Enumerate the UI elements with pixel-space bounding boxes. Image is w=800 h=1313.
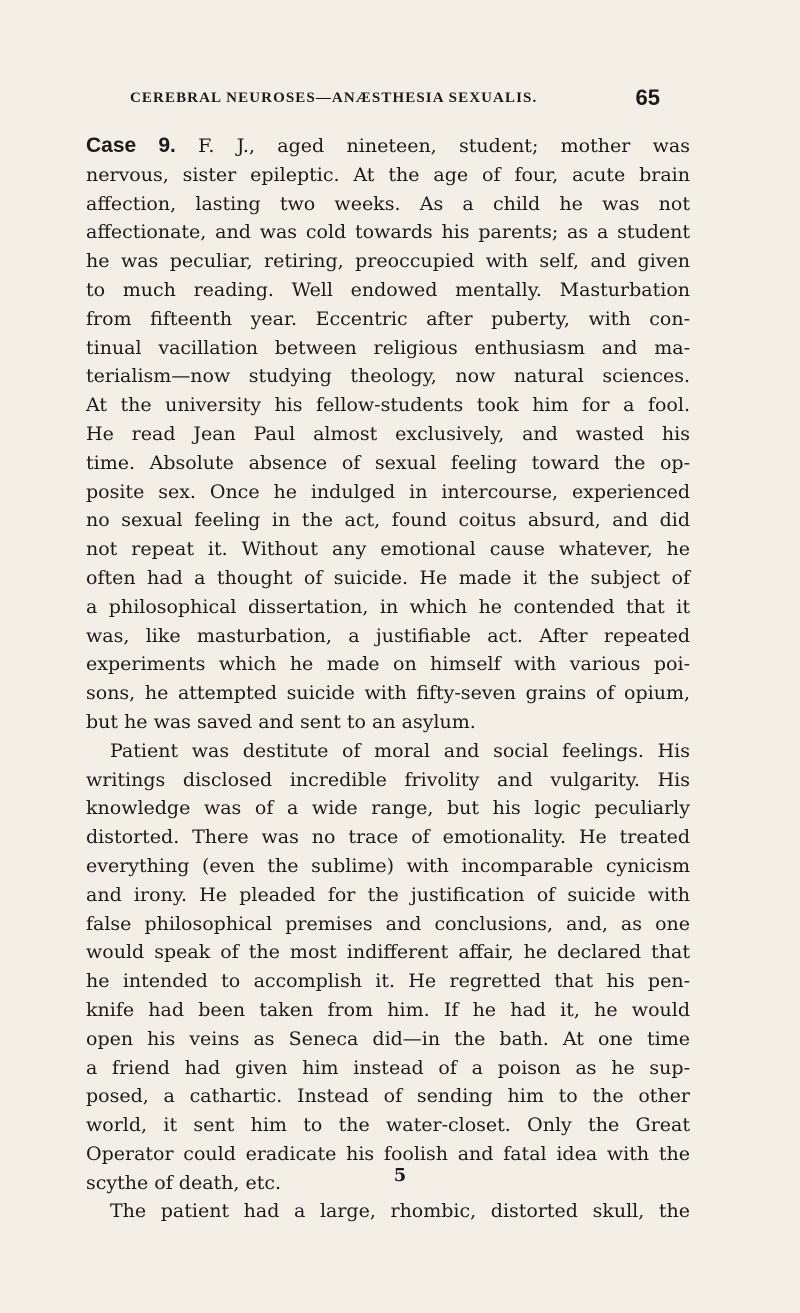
- text-line: posite sex. Once he indulged in intercourse, experienced: [86, 480, 690, 503]
- case-text: [86, 132, 690, 1226]
- case-heading: Case 9.: [86, 134, 176, 157]
- text-line: affectionate, and was cold towards his parents; as a student: [86, 221, 690, 244]
- text-line: he was peculiar, retiring, preoccupied with self, and given: [86, 250, 690, 273]
- paragraph-start-line: Patient was destitute of moral and social feelings. His: [110, 739, 690, 762]
- page-number: 65: [635, 85, 660, 110]
- text-line: from fifteenth year. Eccentric after puberty, with con-: [86, 307, 690, 330]
- text-line: a friend had given him instead of a poison as he sup-: [86, 1056, 690, 1079]
- text-line: distorted. There was no trace of emotionality. He treated: [86, 826, 690, 849]
- text-line: often had a thought of suicide. He made it the subject of: [86, 566, 690, 589]
- text-line: He read Jean Paul almost exclusively, and wasted his: [86, 422, 690, 445]
- text-line: would speak of the most indifferent affair, he declared that: [86, 941, 690, 964]
- text-line: world, it sent him to the water-closet. Only the Great: [86, 1114, 690, 1137]
- text-line: Operator could eradicate his foolish and fatal idea with the: [86, 1142, 690, 1165]
- text-line: but he was saved and sent to an asylum.: [86, 710, 476, 733]
- text-line: no sexual feeling in the act, found coitus absurd, and did: [86, 509, 690, 532]
- text-line: At the university his fellow-students took him for a fool.: [86, 394, 690, 417]
- text-line: writings disclosed incredible frivolity and vulgarity. His: [86, 768, 690, 791]
- text-line: was, like masturbation, a justifiable act. After repeated: [86, 624, 690, 647]
- text-line: terialism—now studying theology, now natural sciences.: [86, 365, 690, 388]
- text-line: posed, a cathartic. Instead of sending him to the other: [86, 1085, 690, 1108]
- text-line: affection, lasting two weeks. As a child he was not: [86, 192, 690, 215]
- text-line: knife had been taken from him. If he had it, he would: [86, 998, 690, 1021]
- text-line: scythe of death, etc.: [86, 1171, 282, 1194]
- running-head: [130, 85, 660, 114]
- text-line: Case 9. F. J., aged nineteen, student; mother was: [86, 134, 690, 157]
- running-head-title: CEREBRAL NEUROSES—ANÆSTHESIA SEXUALIS.: [130, 90, 538, 106]
- text-line: time. Absolute absence of sexual feeling toward the op-: [86, 451, 690, 474]
- text-line: and irony. He pleaded for the justification of suicide with: [86, 883, 690, 906]
- text-line: knowledge was of a wide range, but his logic peculiarly: [86, 797, 690, 820]
- text-line: he intended to accomplish it. He regretted that his pen-: [86, 970, 690, 993]
- text-line: a philosophical dissertation, in which he contended that it: [86, 595, 690, 618]
- text-line: to much reading. Well endowed mentally. Masturbation: [86, 278, 690, 301]
- text-line: experiments which he made on himself with various poi-: [86, 653, 690, 676]
- text-line: tinual vacillation between religious enthusiasm and ma-: [86, 336, 690, 359]
- text-line: open his veins as Seneca did—in the bath. At one time: [86, 1027, 690, 1050]
- text-line: false philosophical premises and conclusions, and, as one: [86, 912, 690, 935]
- text-line: sons, he attempted suicide with fifty-seven grains of opium,: [86, 682, 690, 705]
- paragraph-start-line: The patient had a large, rhombic, distorted skull, the: [110, 1200, 690, 1223]
- text-line: nervous, sister epileptic. At the age of four, acute brain: [86, 163, 690, 186]
- signature-mark: 5: [393, 1165, 407, 1186]
- text-line: not repeat it. Without any emotional cause whatever, he: [86, 538, 690, 561]
- text-line: everything (even the sublime) with incomparable cynicism: [86, 854, 690, 877]
